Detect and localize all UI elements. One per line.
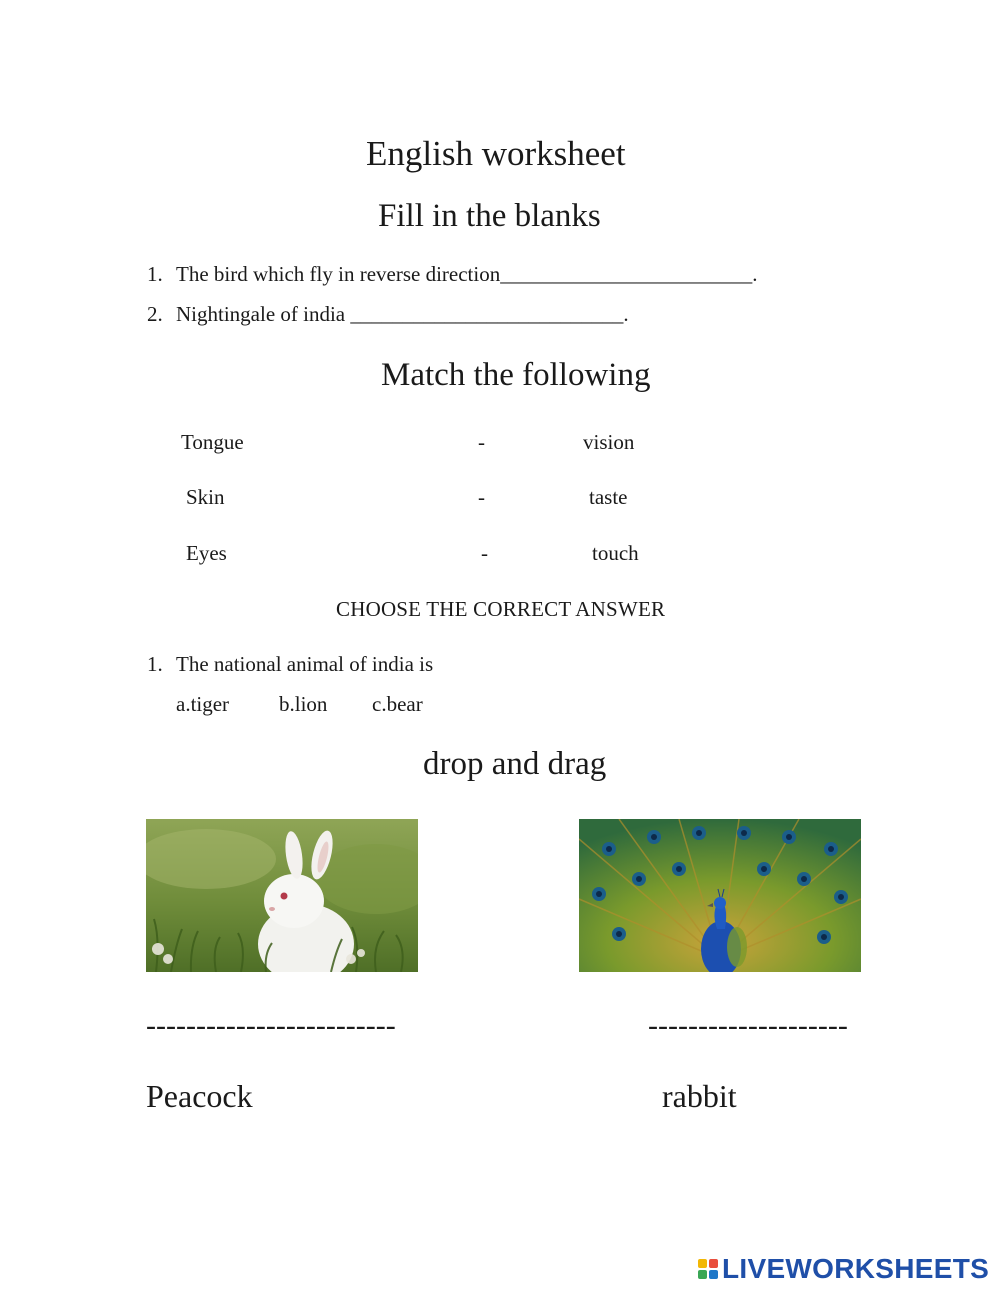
logo-icon (698, 1259, 718, 1279)
match-separator: - (478, 430, 485, 454)
drop-blank-left[interactable]: ------------------------- (146, 1009, 396, 1042)
fill-item-1-text[interactable]: The bird which fly in reverse direction________________________. (176, 262, 758, 286)
drag-word-rabbit[interactable]: rabbit (662, 1078, 737, 1114)
choose-question-text: The national animal of india is (176, 652, 434, 676)
match-left-tongue[interactable]: Tongue (181, 430, 244, 454)
fill-item-2-number: 2. (147, 302, 163, 326)
match-separator: - (481, 541, 488, 565)
drag-heading: drop and drag (423, 746, 607, 782)
match-heading: Match the following (381, 357, 651, 393)
match-separator: - (478, 485, 485, 509)
drag-word-peacock[interactable]: Peacock (146, 1078, 253, 1114)
worksheet-title: English worksheet (366, 134, 626, 173)
match-right-vision[interactable]: vision (583, 430, 635, 454)
match-right-taste[interactable]: taste (589, 485, 628, 509)
liveworksheets-logo (698, 1253, 989, 1285)
choose-question-number: 1. (147, 652, 163, 676)
option-lion[interactable]: b.lion (279, 692, 328, 716)
fill-blanks-heading: Fill in the blanks (378, 198, 601, 234)
drop-blank-right[interactable]: -------------------- (648, 1009, 848, 1042)
fill-item-1-number: 1. (147, 262, 163, 286)
match-left-eyes[interactable]: Eyes (186, 541, 227, 565)
match-left-skin[interactable]: Skin (186, 485, 225, 509)
option-tiger[interactable]: a.tiger (176, 692, 230, 716)
peacock-photo (579, 819, 861, 972)
fill-item-2-text[interactable]: Nightingale of india __________________________. (176, 302, 629, 326)
brand-text: LIVEWORKSHEETS (722, 1253, 990, 1284)
rabbit-photo (146, 819, 418, 972)
match-right-touch[interactable]: touch (592, 541, 639, 565)
option-bear[interactable]: c.bear (372, 692, 423, 716)
choose-heading: CHOOSE THE CORRECT ANSWER (336, 597, 666, 621)
